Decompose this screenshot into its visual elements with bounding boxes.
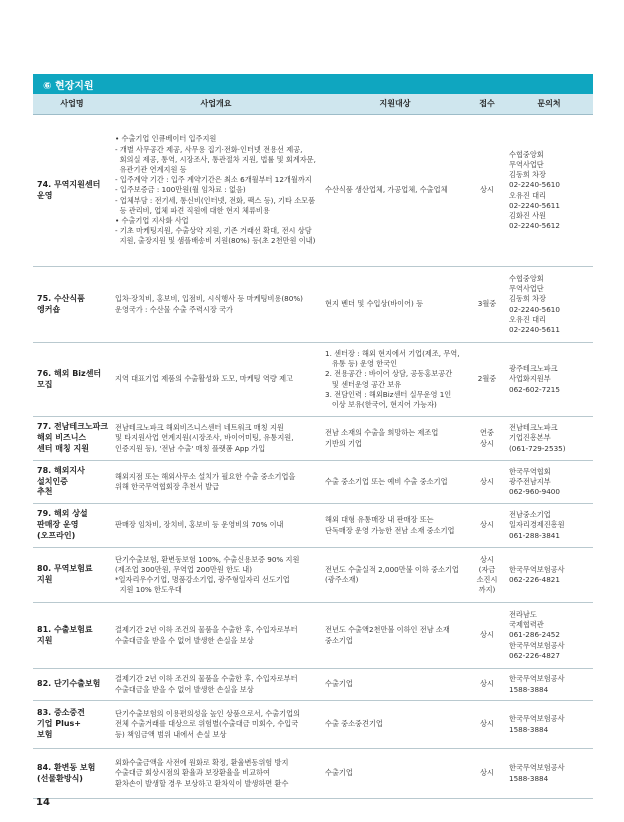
contact-line: 1588-3884 bbox=[509, 684, 549, 694]
overview-line: 해외지점 또는 해외사무소 설치가 필요한 수출 중소기업을 bbox=[115, 471, 296, 481]
target-line: 전년도 수출실적 2,000만불 이하 중소기업 bbox=[325, 564, 459, 574]
overview-cell bbox=[111, 548, 321, 603]
program-name-line: 82. 단기수출보험 bbox=[37, 679, 101, 689]
program-name-cell bbox=[33, 115, 111, 267]
table-row bbox=[33, 548, 593, 603]
program-name-line: 모집 bbox=[37, 379, 53, 389]
program-name-line: 83. 중소중견 bbox=[37, 708, 85, 718]
overview-line: • 수출기업 인큐베이터 입주지원 bbox=[115, 134, 217, 144]
receipt-cell bbox=[469, 267, 505, 343]
target-cell bbox=[321, 548, 469, 603]
overview-cell bbox=[111, 701, 321, 749]
target-cell bbox=[321, 701, 469, 749]
overview-line: 환차손이 발생할 경우 보상하고 환차익이 발생하면 환수 bbox=[115, 778, 289, 788]
target-line: 수출 중소기업 또는 예비 수출 중소기업 bbox=[325, 476, 448, 486]
receipt-line: 상시 bbox=[480, 438, 494, 448]
contact-line: 김동희 차장 bbox=[509, 170, 547, 180]
receipt-line: 상시 bbox=[480, 476, 494, 486]
overview-line: 위해 한국무역협회장 추천서 발급 bbox=[115, 482, 220, 491]
program-name-line: 78. 해외지사 bbox=[37, 465, 85, 475]
table-row bbox=[33, 603, 593, 669]
receipt-line: 까지) bbox=[478, 585, 496, 595]
program-name-line: 77. 전남테크노파크 bbox=[37, 422, 109, 432]
contact-cell bbox=[505, 548, 593, 603]
contact-cell bbox=[505, 701, 593, 749]
program-name-cell bbox=[33, 417, 111, 461]
header-receipt: 접수 bbox=[469, 94, 505, 115]
program-name-line: 판매장 운영 bbox=[37, 520, 79, 530]
contact-line: 한국무역보험공사 bbox=[509, 640, 565, 650]
program-name-line: 운영 bbox=[37, 190, 53, 200]
header-target: 지원대상 bbox=[321, 94, 469, 115]
overview-cell bbox=[111, 343, 321, 417]
overview-line: - 업체부담 : 전기세, 통신비(인터넷, 전화, 팩스 등), 기타 소모품 bbox=[115, 195, 316, 205]
receipt-cell bbox=[469, 603, 505, 669]
contact-line: 062-226-4821 bbox=[509, 575, 560, 584]
program-name-cell bbox=[33, 701, 111, 749]
contact-cell bbox=[505, 461, 593, 504]
contact-line: 전남테크노파크 bbox=[509, 423, 558, 433]
receipt-line: 상시 bbox=[480, 520, 494, 530]
overview-line: 수출대금을 받을 수 없어 발생한 손실을 보상 bbox=[115, 635, 254, 645]
program-name-line: 엥커숍 bbox=[37, 304, 61, 314]
program-name-line: 지원 bbox=[37, 575, 53, 584]
program-name-line: 80. 무역보험료 bbox=[37, 564, 93, 574]
overview-line: - 개별 사무공간 제공, 사무용 집기·전화·인터넷 전용선 제공, bbox=[115, 144, 303, 154]
contact-line: 일자리경제진흥원 bbox=[509, 520, 565, 530]
overview-line: 유관기관 연계지원 등 bbox=[115, 164, 187, 174]
contact-line: 광주전남지부 bbox=[509, 476, 551, 486]
table-row bbox=[33, 343, 593, 417]
contact-line: 02-2240-5612 bbox=[509, 221, 560, 231]
program-name-cell bbox=[33, 548, 111, 603]
overview-line: 회의실 제공, 통역, 시장조사, 통관절차 지원, 법률 및 회계자문, bbox=[115, 154, 316, 164]
overview-line: 운영국가 : 수산물 수출 주력시장 국가 bbox=[115, 304, 233, 314]
table-row bbox=[33, 115, 593, 267]
overview-line: 지원, 출장지원 및 샘플배송비 지원(80%) 등(초 2천만원 이내) bbox=[115, 236, 316, 246]
target-line: 1. 센터장 : 해외 현지에서 기업(제조, 무역, bbox=[325, 348, 460, 358]
contact-line: 사업화지원부 bbox=[509, 374, 551, 384]
target-line: 2. 전용공간 : 바이어 상담, 공동홍보공간 bbox=[325, 369, 453, 379]
target-line: 현지 벤더 및 수입상(바이어) 등 bbox=[325, 299, 424, 309]
contact-cell bbox=[505, 417, 593, 461]
contact-line: 02-2240-5610 bbox=[509, 304, 560, 314]
contact-line: 02-2240-5610 bbox=[509, 180, 560, 190]
program-name-line: 79. 해외 상설 bbox=[37, 509, 88, 519]
receipt-cell bbox=[469, 343, 505, 417]
receipt-line: 2월중 bbox=[477, 374, 497, 384]
overview-line: 입차·장치비, 홍보비, 입점비, 시식행사 등 마케팅비용(80%) bbox=[115, 294, 303, 304]
contact-line: 광주테크노파크 bbox=[509, 364, 558, 374]
contact-line: 수협중앙회 bbox=[509, 273, 544, 283]
receipt-line: 연중 bbox=[480, 428, 494, 438]
header-program-name: 사업명 bbox=[33, 94, 111, 115]
contact-line: 국제협력관 bbox=[509, 620, 544, 630]
target-line: 전남 소재의 수출을 희망하는 제조업 bbox=[325, 428, 439, 438]
receipt-line: 소진시 bbox=[476, 575, 498, 584]
overview-cell bbox=[111, 461, 321, 504]
contact-line: 한국무역보험공사 bbox=[509, 714, 565, 724]
contact-cell bbox=[505, 749, 593, 799]
program-name-cell bbox=[33, 343, 111, 417]
target-line: 이상 보유(한국어, 현지어 가능자) bbox=[325, 399, 437, 409]
page-number: 14 bbox=[36, 797, 50, 808]
table-row bbox=[33, 669, 593, 701]
target-cell bbox=[321, 603, 469, 669]
receipt-cell bbox=[469, 504, 505, 548]
overview-line: 단기수출보험의 이용편의성을 높인 상품으로서, 수출기업의 bbox=[115, 709, 301, 719]
receipt-line: 상시 bbox=[480, 768, 494, 778]
contact-line: 기업진흥본부 bbox=[509, 433, 551, 443]
section-title: ⑥ 현장지원 bbox=[43, 80, 94, 92]
target-cell bbox=[321, 343, 469, 417]
contact-line: 전라남도 bbox=[509, 609, 537, 619]
target-line: 수산식품 생산업체, 가공업체, 수출업체 bbox=[325, 185, 448, 195]
contact-line: 061-288-3841 bbox=[509, 530, 560, 540]
program-name-cell bbox=[33, 669, 111, 701]
receipt-cell bbox=[469, 548, 505, 603]
contact-line: 062-602-7215 bbox=[509, 384, 560, 394]
overview-cell bbox=[111, 504, 321, 548]
receipt-cell bbox=[469, 669, 505, 701]
target-cell bbox=[321, 417, 469, 461]
program-name-cell bbox=[33, 603, 111, 669]
target-line: (광주소재) bbox=[325, 575, 359, 584]
contact-line: (061-729-2535) bbox=[509, 443, 566, 453]
target-line: 중소기업 bbox=[325, 635, 353, 645]
target-cell bbox=[321, 267, 469, 343]
receipt-cell bbox=[469, 749, 505, 799]
program-name-cell bbox=[33, 749, 111, 799]
contact-line: 한국무역보험공사 bbox=[509, 674, 565, 684]
overview-cell bbox=[111, 417, 321, 461]
receipt-line: 상시 bbox=[480, 185, 494, 195]
overview-line: - 입주계약 기간 : 입주 계약기간은 최소 6개월부터 12개월까지 bbox=[115, 175, 312, 185]
contact-line: 02-2240-5611 bbox=[509, 200, 560, 210]
contact-cell bbox=[505, 603, 593, 669]
receipt-line: 상시 bbox=[480, 630, 494, 640]
program-name-line: 76. 해외 Biz센터 bbox=[37, 368, 102, 378]
table-body bbox=[33, 115, 593, 799]
contact-line: 062-226-4827 bbox=[509, 650, 560, 660]
contact-cell bbox=[505, 504, 593, 548]
overview-line: 판매장 임차비, 장치비, 홍보비 등 운영비의 70% 이내 bbox=[115, 520, 284, 530]
program-name-line: 기업 Plus+ bbox=[37, 719, 82, 729]
contact-line: 한국무역협회 bbox=[509, 466, 551, 476]
target-line: 수출기업 bbox=[325, 768, 353, 778]
program-name-line: 74. 무역지원센터 bbox=[37, 179, 101, 189]
program-name-line: 보험 bbox=[37, 729, 53, 739]
target-cell bbox=[321, 115, 469, 267]
table-row bbox=[33, 701, 593, 749]
contact-line: 전남중소기업 bbox=[509, 510, 551, 520]
program-name-line: 84. 환변동 보험 bbox=[37, 762, 96, 772]
contact-line: 무역사업단 bbox=[509, 159, 544, 169]
overview-line: 결제기간 2년 이하 조건의 물품을 수출한 후, 수입자로부터 bbox=[115, 674, 298, 684]
program-name-line: 81. 수출보험료 bbox=[37, 624, 93, 634]
receipt-line: 상시 bbox=[480, 719, 494, 729]
target-line: 수출 중소중견기업 bbox=[325, 719, 383, 729]
receipt-cell bbox=[469, 417, 505, 461]
program-name-line: (오프라인) bbox=[37, 530, 76, 540]
overview-cell bbox=[111, 115, 321, 267]
contact-line: 오유진 대리 bbox=[509, 190, 547, 200]
target-line: 단독매장 운영 가능한 전남 소재 중소기업 bbox=[325, 525, 455, 535]
section-title-bar bbox=[33, 74, 593, 94]
contact-line: 무역사업단 bbox=[509, 284, 544, 294]
target-line: 유통 등) 운영 한국인 bbox=[325, 359, 398, 369]
header-contact: 문의처 bbox=[505, 94, 593, 115]
program-name-cell bbox=[33, 504, 111, 548]
contact-line: 1588-3884 bbox=[509, 773, 549, 783]
receipt-line: 상시 bbox=[480, 554, 494, 564]
contact-cell bbox=[505, 115, 593, 267]
program-name-line: (선물환방식) bbox=[37, 773, 83, 783]
program-name-line: 센터 매칭 지원 bbox=[37, 443, 89, 453]
program-name-cell bbox=[33, 461, 111, 504]
table-row bbox=[33, 461, 593, 504]
program-name-cell bbox=[33, 267, 111, 343]
overview-line: - 기초 마케팅지원, 수출상약 지원, 기존 거래선 확대, 전시 상담 bbox=[115, 226, 312, 236]
contact-line: 02-2240-5611 bbox=[509, 324, 560, 334]
contact-line: 061-286-2452 bbox=[509, 630, 560, 640]
overview-line: 등) 책임금액 범위 내에서 손실 보상 bbox=[115, 729, 227, 739]
overview-line: *일자리우수기업, 명품강소기업, 광주형일자리 선도기업 bbox=[115, 575, 290, 584]
overview-cell bbox=[111, 603, 321, 669]
receipt-cell bbox=[469, 701, 505, 749]
target-cell bbox=[321, 461, 469, 504]
overview-line: 전체 수출거래를 대상으로 위험별(수출대금 미회수, 수입국 bbox=[115, 719, 299, 729]
table-header-row bbox=[33, 94, 593, 115]
target-line: 및 센터운영 공간 보유 bbox=[325, 379, 402, 389]
program-name-line: 지원 bbox=[37, 635, 53, 645]
header-overview: 사업개요 bbox=[111, 94, 321, 115]
support-programs-table bbox=[33, 94, 593, 799]
contact-line: 오유진 대리 bbox=[509, 314, 547, 324]
overview-cell bbox=[111, 749, 321, 799]
overview-line: 수출대금을 받을 수 없어 발생한 손실을 보상 bbox=[115, 684, 254, 694]
contact-cell bbox=[505, 669, 593, 701]
contact-line: 한국무역보험공사 bbox=[509, 564, 565, 574]
receipt-cell bbox=[469, 115, 505, 267]
table-row bbox=[33, 749, 593, 799]
program-name-line: 해외 비즈니스 bbox=[37, 433, 87, 443]
target-cell bbox=[321, 669, 469, 701]
contact-line: 김동희 차장 bbox=[509, 294, 547, 304]
contact-line: 1588-3884 bbox=[509, 724, 549, 734]
overview-line: 등 관리비, 업체 파견 직원에 대한 현지 체류비용 bbox=[115, 205, 270, 215]
contact-line: 한국무역보험공사 bbox=[509, 763, 565, 773]
contact-line: 062-960-9400 bbox=[509, 487, 560, 497]
overview-line: 전남테크노파크 해외비즈니스센터 네트워크 매칭 지원 bbox=[115, 423, 284, 433]
target-line: 기반의 기업 bbox=[325, 438, 363, 448]
overview-line: - 입주보증금 : 100만원(월 임차료 : 없음) bbox=[115, 185, 246, 195]
overview-cell bbox=[111, 669, 321, 701]
overview-line: 인증지원 등), '전남 수출' 매칭 플랫폼 App 가입 bbox=[115, 443, 266, 453]
target-line: 해외 대형 유통매장 내 판매장 또는 bbox=[325, 515, 434, 525]
overview-cell bbox=[111, 267, 321, 343]
target-cell bbox=[321, 504, 469, 548]
target-line: 수출기업 bbox=[325, 679, 353, 689]
overview-line: • 수출기업 지사화 사업 bbox=[115, 216, 189, 226]
program-name-line: 설치인증 bbox=[37, 476, 68, 486]
table-row bbox=[33, 504, 593, 548]
target-line: 전년도 수출액2천만불 이하인 전남 소재 bbox=[325, 625, 450, 635]
contact-line: 수협중앙회 bbox=[509, 149, 544, 159]
target-line: 3. 전담인력 : 해외Biz센터 실무운영 1인 bbox=[325, 389, 452, 399]
receipt-line: 상시 bbox=[480, 679, 494, 689]
overview-line: 외화수출금액을 사전에 원화로 확정, 환율변동위험 방지 bbox=[115, 758, 289, 768]
target-cell bbox=[321, 749, 469, 799]
overview-line: 지원 10% 한도우대 bbox=[115, 585, 182, 595]
receipt-line: 3월중 bbox=[477, 299, 497, 309]
overview-line: (제조업 300만원, 무역업 200만원 한도 내) bbox=[115, 564, 253, 574]
contact-line: 김화진 사원 bbox=[509, 210, 547, 220]
overview-line: 단기수출보험, 환변동보험 100%, 수출신용보증 90% 지원 bbox=[115, 554, 300, 564]
program-name-line: 75. 수산식품 bbox=[37, 293, 85, 303]
overview-line: 수출대금 회상시점의 환율과 보장환율을 비교하여 bbox=[115, 768, 270, 778]
overview-line: 지역 대표기업 제품의 수출활성화 도모, 마케팅 역량 제고 bbox=[115, 374, 293, 384]
overview-line: 및 타지원사업 연계지원(시장조사, 바이어미팅, 유통지원, bbox=[115, 433, 294, 443]
contact-cell bbox=[505, 343, 593, 417]
contact-cell bbox=[505, 267, 593, 343]
table-row bbox=[33, 267, 593, 343]
overview-line: 결제기간 2년 이하 조건의 물품을 수출한 후, 수입자로부터 bbox=[115, 625, 298, 635]
table-row bbox=[33, 417, 593, 461]
receipt-line: (자금 bbox=[478, 564, 496, 574]
receipt-cell bbox=[469, 461, 505, 504]
program-name-line: 추천 bbox=[37, 487, 53, 497]
